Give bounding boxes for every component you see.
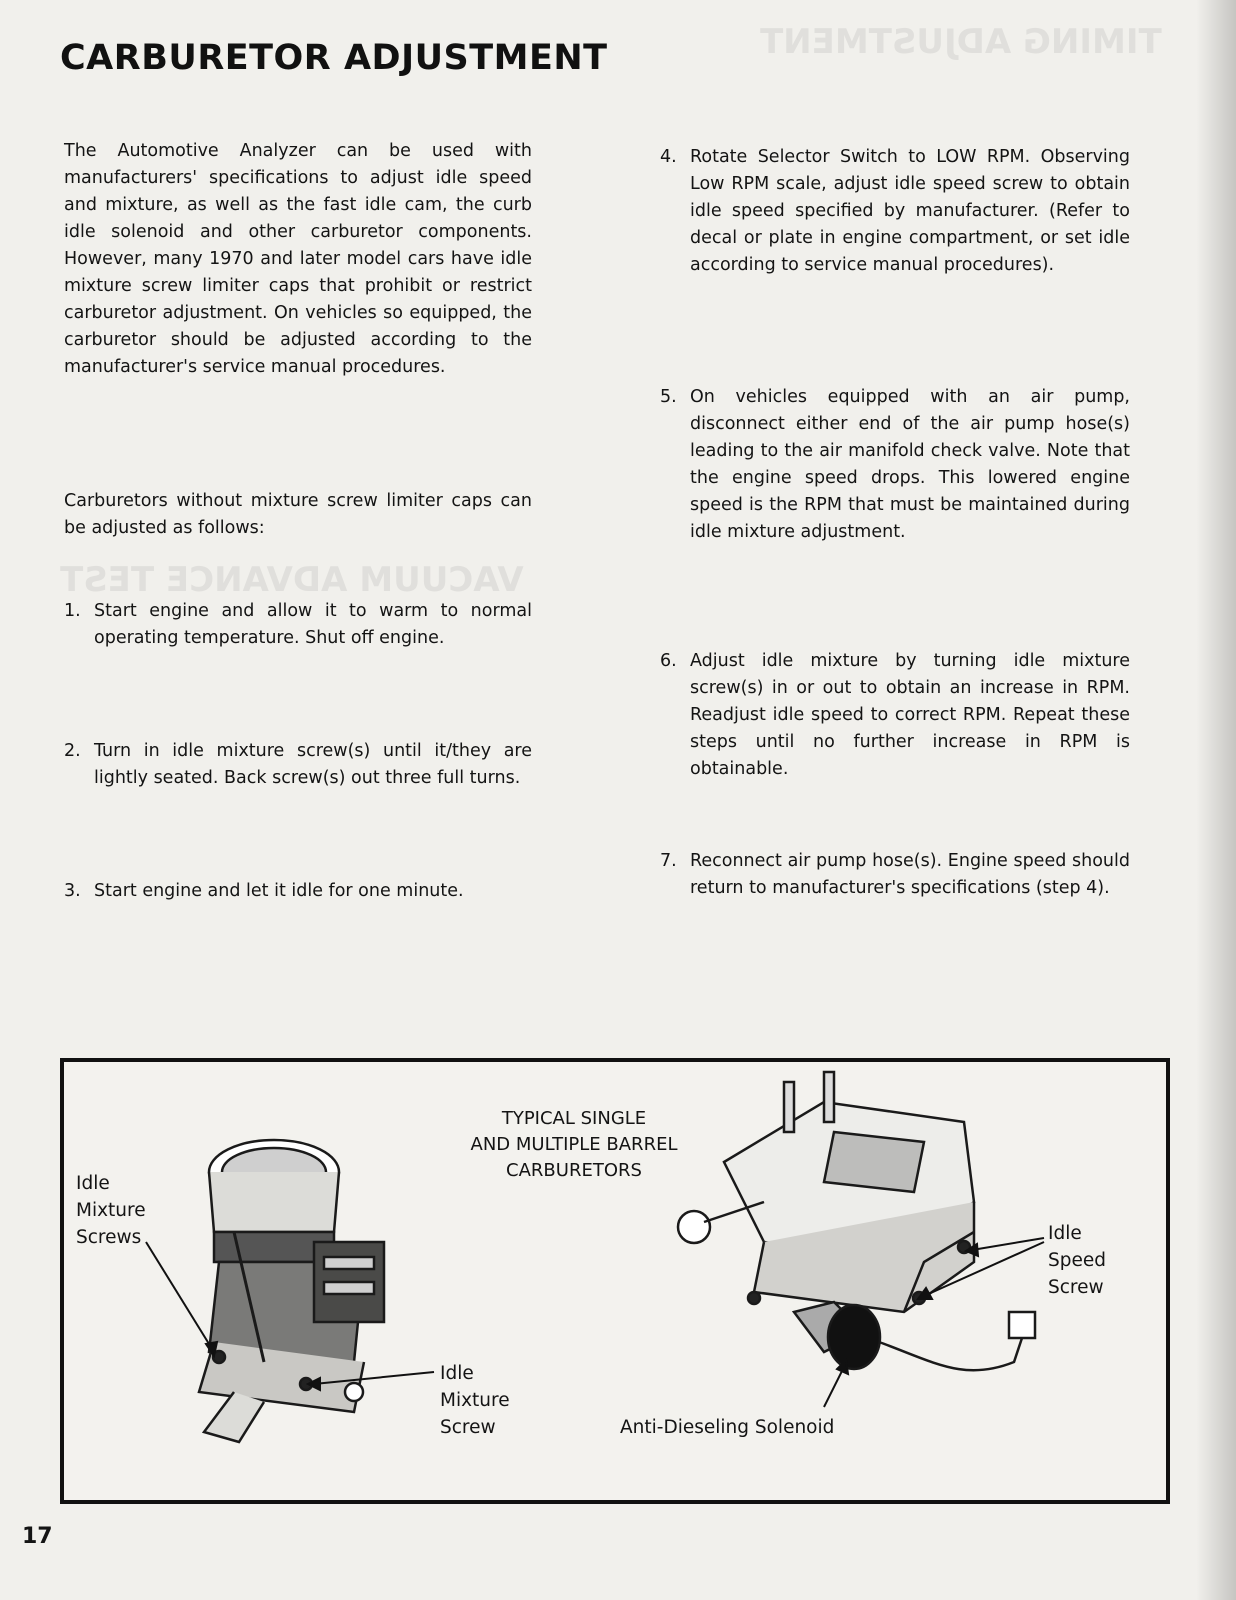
label-line: Idle bbox=[440, 1363, 474, 1384]
label-line: Idle bbox=[1048, 1223, 1082, 1244]
step-text: Rotate Selector Switch to LOW RPM. Observing Low RPM scale, adjust idle speed screw to obtain idle speed specified by manufacturer. (Refer to decal or plate in engine compartment, or set idle according to service manual procedures). bbox=[690, 147, 1130, 275]
step-number: 4. bbox=[660, 147, 677, 167]
intro-paragraph: The Automotive Analyzer can be used with manufacturers' specifications to adjust idle speed and mixture, as well as the fast idle cam, the curb idle solenoid and other carburetor components. However, many 1970 and later model cars have idle mixture screw limiter caps that prohibit or restrict carburetor adjustment. On vehicles so equipped, the carburetor should be adjusted according to the manufacturer's service manual procedures. bbox=[64, 141, 532, 377]
label-line: Idle bbox=[76, 1173, 110, 1194]
multiple-barrel-carburetor bbox=[678, 1072, 1035, 1370]
step-2 bbox=[64, 738, 532, 792]
page-edge-shadow bbox=[1196, 0, 1236, 1600]
bleed-through-heading: VACUUM ADVANCE TEST bbox=[60, 560, 524, 600]
label-line: Mixture bbox=[440, 1390, 510, 1411]
label-line: Screw bbox=[1048, 1277, 1104, 1298]
step-7 bbox=[660, 848, 1130, 902]
step-number: 7. bbox=[660, 851, 677, 871]
step-4 bbox=[660, 144, 1130, 279]
page-title: CARBURETOR ADJUSTMENT bbox=[60, 38, 608, 78]
step-5 bbox=[660, 384, 1130, 546]
step-number: 5. bbox=[660, 387, 677, 407]
step-text: Adjust idle mixture by turning idle mixture screw(s) in or out to obtain an increase in RPM. Readjust idle speed to correct RPM. Repeat these steps until no further increase in RPM is obtainable. bbox=[690, 651, 1130, 779]
carburetor-illustration bbox=[64, 1062, 1166, 1500]
step-6 bbox=[660, 648, 1130, 783]
carburetor-figure bbox=[60, 1058, 1170, 1504]
label-line: Speed bbox=[1048, 1250, 1106, 1271]
lead-in-block bbox=[64, 488, 532, 542]
figure-title-line: AND MULTIPLE BARREL bbox=[470, 1134, 678, 1155]
figure-title-line: CARBURETORS bbox=[506, 1160, 642, 1181]
step-text: Start engine and let it idle for one minute. bbox=[94, 881, 464, 901]
single-barrel-carburetor bbox=[199, 1140, 384, 1442]
step-text: Turn in idle mixture screw(s) until it/they are lightly seated. Back screw(s) out three full turns. bbox=[94, 741, 532, 788]
step-1 bbox=[64, 598, 532, 652]
step-number: 3. bbox=[64, 881, 81, 901]
step-number: 1. bbox=[64, 601, 81, 621]
step-text: Start engine and allow it to warm to normal operating temperature. Shut off engine. bbox=[94, 601, 532, 648]
step-number: 6. bbox=[660, 651, 677, 671]
step-3 bbox=[64, 878, 532, 905]
step-text: On vehicles equipped with an air pump, disconnect either end of the air pump hose(s) leading to the air manifold check valve. Note that the engine speed drops. This lowered engine speed is the RPM that must be maintained during idle mixture adjustment. bbox=[690, 387, 1130, 542]
page-number: 17 bbox=[22, 1524, 53, 1549]
bleed-through-heading: TIMING ADJUSTMENT bbox=[760, 22, 1162, 62]
left-column bbox=[64, 138, 532, 381]
label-line: Screws bbox=[76, 1227, 142, 1248]
label-anti-dieseling-solenoid: Anti-Dieseling Solenoid bbox=[620, 1417, 835, 1438]
figure-title-line: TYPICAL SINGLE bbox=[501, 1108, 647, 1129]
step-text: Reconnect air pump hose(s). Engine speed should return to manufacturer's specifications (step 4). bbox=[690, 851, 1130, 898]
label-line: Screw bbox=[440, 1417, 496, 1438]
step-number: 2. bbox=[64, 741, 81, 761]
label-line: Mixture bbox=[76, 1200, 146, 1221]
lead-in-paragraph: Carburetors without mixture screw limiter caps can be adjusted as follows: bbox=[64, 491, 532, 538]
